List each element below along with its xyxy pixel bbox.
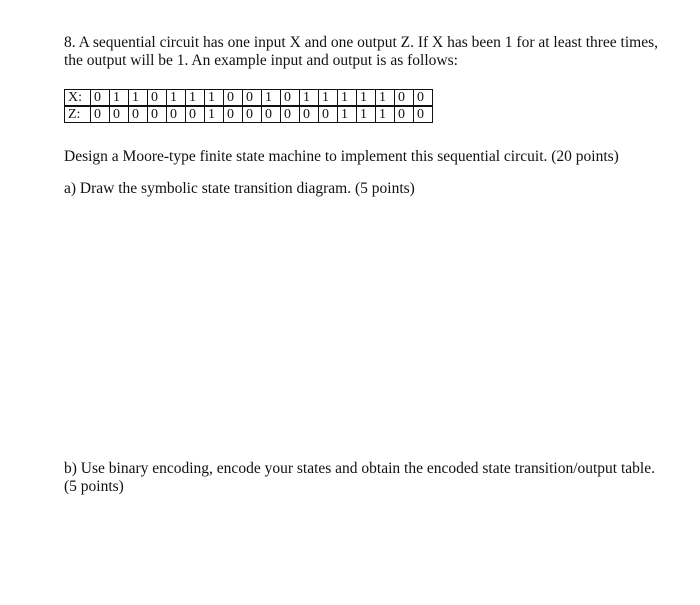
x-cell: 1 [167,90,186,107]
input-row-x [65,90,433,107]
x-row-label: X: [65,90,91,107]
z-cell: 0 [91,106,110,123]
x-cell: 1 [300,90,319,107]
x-cell: 1 [357,90,376,107]
x-cell: 0 [91,90,110,107]
x-cell: 1 [129,90,148,107]
z-cell: 0 [186,106,205,123]
x-cell: 1 [186,90,205,107]
z-cell: 0 [319,106,338,123]
x-cell: 0 [224,90,243,107]
x-cell: 1 [319,90,338,107]
z-cell: 1 [376,106,395,123]
z-cell: 1 [357,106,376,123]
z-cell: 0 [224,106,243,123]
io-sequence-table [64,89,433,123]
x-cell: 0 [281,90,300,107]
z-cell: 0 [262,106,281,123]
x-cell: 0 [148,90,167,107]
x-cell: 0 [243,90,262,107]
z-cell: 0 [129,106,148,123]
x-cell: 0 [395,90,414,107]
z-cell: 0 [414,106,433,123]
x-cell: 1 [110,90,129,107]
output-row-z [65,106,433,123]
part-a-question: a) Draw the symbolic state transition diagram. (5 points) [64,180,415,197]
z-cell: 0 [167,106,186,123]
x-cell: 1 [262,90,281,107]
x-cell: 0 [414,90,433,107]
z-cell: 1 [205,106,224,123]
part-b-question: b) Use binary encoding, encode your states and obtain the encoded state transition/output table. (5 points) [64,460,655,495]
z-cell: 0 [395,106,414,123]
z-cell: 0 [110,106,129,123]
z-row-label: Z: [65,106,91,123]
design-instruction: Design a Moore-type finite state machine to implement this sequential circuit. (20 points) [64,148,619,165]
x-cell: 1 [205,90,224,107]
x-cell: 1 [376,90,395,107]
z-cell: 1 [338,106,357,123]
z-cell: 0 [281,106,300,123]
z-cell: 0 [148,106,167,123]
x-cell: 1 [338,90,357,107]
problem-statement: 8. A sequential circuit has one input X and one output Z. If X has been 1 for at least three times, the output will be 1. An example input and output is as follows: [64,34,659,69]
z-cell: 0 [243,106,262,123]
z-cell: 0 [300,106,319,123]
